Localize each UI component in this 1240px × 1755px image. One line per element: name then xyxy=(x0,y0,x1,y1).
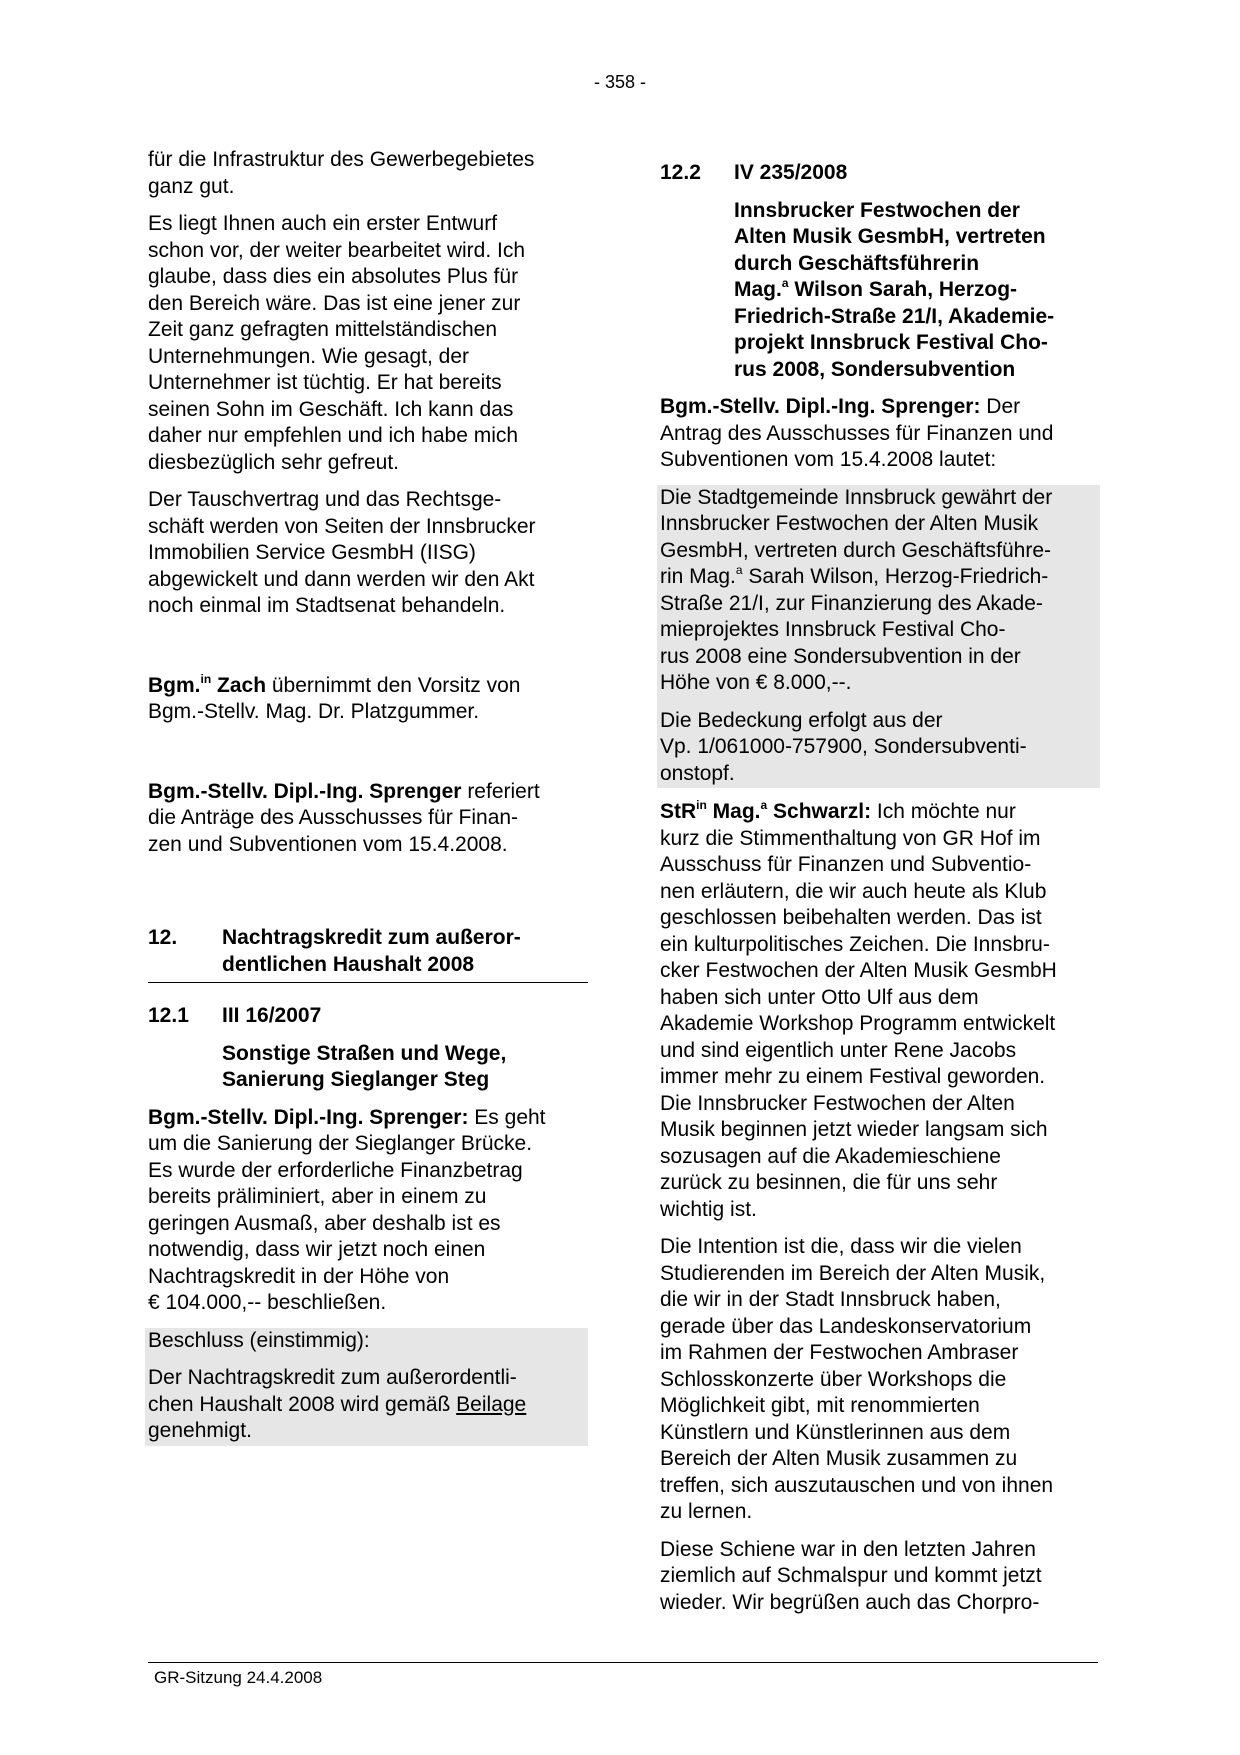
left-column xyxy=(148,147,588,1446)
footer-divider xyxy=(148,1662,1098,1663)
paragraph: Die Intention ist die, dass wir die vielen Studierenden im Bereich der Alten Musik, die wir in der Stadt Innsbruck haben, gerade über das Landeskonservatorium im Rahmen der Festwochen Ambraser Schlosskonzerte über Workshops die Möglichkeit gibt, mit renommierten Künstlern und Künstlerinnen aus dem Bereich der Alten Musik zusammen zu treffen, sich auszutauschen und von ihnen zu lernen. xyxy=(660,1235,1054,1523)
section-heading-12-2: 12.2 IV 235/2008 xyxy=(660,161,848,184)
right-column xyxy=(660,160,1100,1627)
page-number: - 358 - xyxy=(593,72,647,92)
speaker-name: Bgm.-Stellv. Dipl.-Ing. Sprenger: xyxy=(148,1105,469,1129)
paragraph: Der Tauschvertrag und das Rechtsge- schäft werden von Seiten der Innsbrucker Immobilien Service GesmbH (IISG) abgewickelt und dann werden wir den Akt noch einmal im Stadtsenat behandeln. xyxy=(148,488,536,617)
speaker-name: Bgm.-Stellv. Dipl.-Ing. Sprenger xyxy=(148,779,462,803)
paragraph: Bgm.-Stellv. Dipl.-Ing. Sprenger: Es geht um die Sanierung der Sieglanger Brücke. Es wurde der erforderliche Finanzbetrag bereits präliminiert, aber in einem zu geringen Ausmaß, aber deshalb ist es notwendig, dass wir jetzt noch einen Nachtragskredit in der Höhe von € 104.000,-- beschließen. xyxy=(148,1105,546,1314)
paragraph: für die Infrastruktur des Gewerbegebietes ganz gut. xyxy=(148,148,535,198)
speaker-name: Bgm.-Stellv. Dipl.-Ing. Sprenger: xyxy=(660,395,981,418)
paragraph: Bgm.-Stellv. Dipl.-Ing. Sprenger: Der Antrag des Ausschusses für Finanzen und Subventionen vom 15.4.2008 lautet: xyxy=(660,395,1054,471)
paragraph: Es liegt Ihnen auch ein erster Entwurf schon vor, der weiter bearbeitet wird. Ich glaube, dass dies ein absolutes Plus für den Bereich wäre. Das ist eine jener zur Zeit ganz gefragten mittelständischen Unternehmungen. Wie gesagt, der Unternehmer ist tüchtig. Er hat bereits seinen Sohn im Geschäft. Ich kann das daher nur empfehlen und ich habe mich diesbezüglich sehr gefreut. xyxy=(148,212,526,474)
motion-text: Die Stadtgemeinde Innsbruck gewährt der Innsbrucker Festwochen der Alten Musik GesmbH, vertreten durch Geschäftsführe- rin Mag.$^a$ Sarah Wilson, Herzog-Friedrich- Straße 21/I, zur Finanzierung des Akade- mieprojektes Innsbruck Festival Cho- rus 2008 eine Sondersubvention in der Höhe von € 8.000,--. xyxy=(660,485,1053,694)
section-heading-12: 12. Nachtragskredit zum außeror- dentlichen Haushalt 2008 xyxy=(148,925,588,983)
paragraph: Diese Schiene war in den letzten Jahren ziemlich auf Schmalspur und kommt jetzt wieder. Wir begrüßen auch das Chorpro- xyxy=(660,1537,1042,1614)
section-heading-12-1: 12.1 III 16/2007 xyxy=(148,1004,322,1027)
motion-box xyxy=(657,485,1100,789)
footer-session-date: GR-Sitzung 24.4.2008 xyxy=(154,1668,323,1687)
motion-coverage: Die Bedeckung erfolgt aus der Vp. 1/061000-757900, Sondersubventi- onstopf. xyxy=(660,708,1027,785)
speaker-name: StR$^{in}$ Mag.$^a$ Schwarzl: xyxy=(660,798,872,823)
resolution-box xyxy=(145,1328,588,1446)
resolution-text: Der Nachtragskredit zum außerordentli- chen Haushalt 2008 wird gemäß Beilage genehmigt. xyxy=(148,1366,527,1442)
section-title-12-2: Innsbrucker Festwochen der Alten Musik GesmbH, vertreten durch Geschäftsführerin Mag.$^a$ Wilson Sarah, Herzog- Friedrich-Straße 21/I, Akademie- projekt Innsbruck Festival Cho- rus 2008, Sondersubvention xyxy=(734,198,1055,381)
section-title-12-1: Sonstige Straßen und Wege, Sanierung Sieglanger Steg xyxy=(222,1041,507,1091)
resolution-title: Beschluss (einstimmig): xyxy=(148,1328,370,1352)
paragraph: StR$^{in}$ Mag.$^a$ Schwarzl: Ich möchte nur kurz die Stimmenthaltung von GR Hof im Ausschuss für Finanzen und Subventio- nen erläutern, die wir auch heute als Klub geschlossen beibehalten werden. Das ist ein kulturpolitisches Zeichen. Die Innsbru- cker Festwochen der Alten Musik GesmbH haben sich unter Otto Ulf aus dem Akademie Workshop Programm entwickelt und sind eigentlich unter Rene Jacobs immer mehr zu einem Festival geworden. Die Innsbrucker Festwochen der Alten Musik beginnen jetzt wieder langsam sich sozusagen auf die Akademieschiene zurück zu besinnen, die für uns sehr wichtig ist. xyxy=(660,798,1057,1221)
attachment-link[interactable]: Beilage xyxy=(456,1392,527,1416)
rapporteur-paragraph: Bgm.-Stellv. Dipl.-Ing. Sprenger referiert die Anträge des Ausschusses für Finan- zen und Subventionen vom 15.4.2008. xyxy=(148,779,540,856)
chair-change-paragraph: Bgm.$^{in}$ Zach übernimmt den Vorsitz von Bgm.-Stellv. Mag. Dr. Platzgummer. xyxy=(148,671,521,723)
speaker-name: Bgm.$^{in}$ Zach xyxy=(148,671,267,697)
